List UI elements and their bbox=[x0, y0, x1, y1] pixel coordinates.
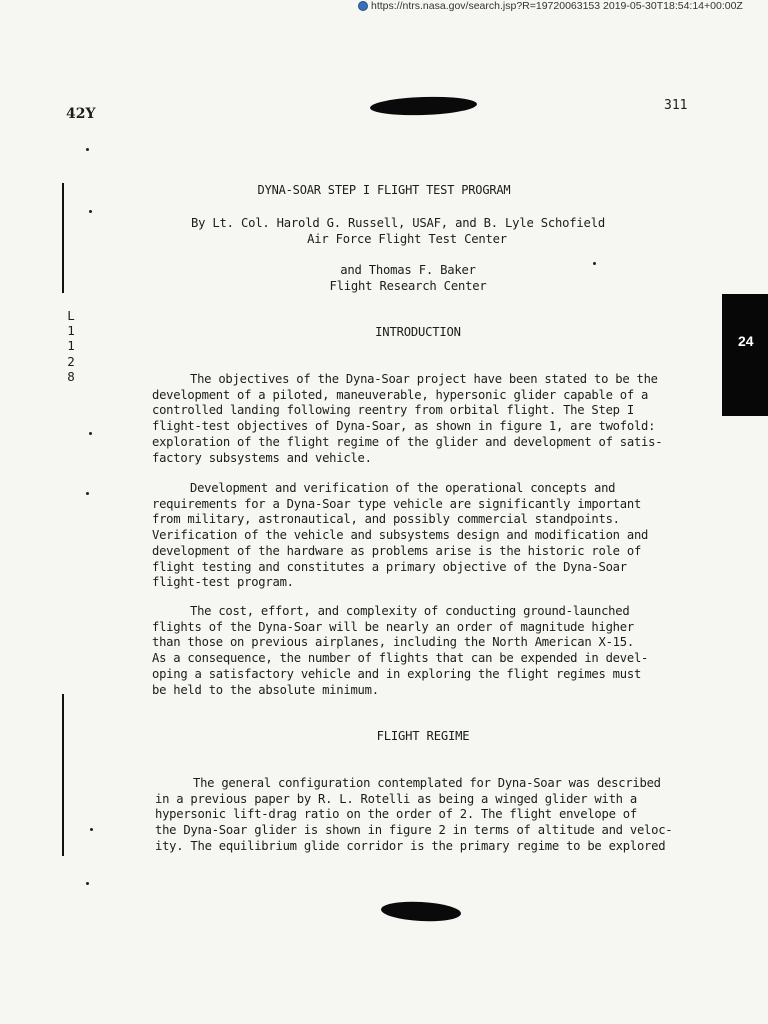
heading-flight-regime: FLIGHT REGIME bbox=[376, 729, 470, 743]
heading-introduction: INTRODUCTION bbox=[375, 325, 461, 339]
paragraph-3: The cost, effort, and complexity of conducting ground-launched flights of the Dyna-Soar will be nearly an order of magnitude higher than those on previous airplanes, including the North American X-15. As a consequence, the number of flights that can be expended in devel- oping a satisfactory vehicle and in exploring the flight regimes must be held to the absolute minimum. bbox=[152, 604, 649, 697]
speck bbox=[89, 432, 92, 435]
author-baker: and Thomas F. Baker bbox=[340, 263, 476, 277]
page-tab bbox=[722, 294, 768, 416]
globe-icon bbox=[358, 1, 368, 11]
redaction-mark-bottom bbox=[381, 900, 462, 923]
page-tab-label: 24 bbox=[738, 333, 754, 349]
affiliation-2: Flight Research Center bbox=[329, 279, 487, 293]
byline: By Lt. Col. Harold G. Russell, USAF, and B. Lyle Schofield bbox=[191, 216, 605, 230]
margin-bar-lower bbox=[62, 694, 64, 856]
url-stamp-text: https://ntrs.nasa.gov/search.jsp?R=19720063153 2019-05-30T18:54:14+00:00Z bbox=[371, 0, 743, 12]
paragraph-1: The objectives of the Dyna-Soar project have been stated to be the development of a piloted, maneuverable, hypersonic glider capable of a controlled landing following reentry from orbital flight. The Step I flight-test objectives of Dyna-Soar, as shown in figure 1, are twofold: exploration of the flight regime of the glider and development of satis- factory subsystems and vehicle. bbox=[152, 372, 663, 465]
affiliation-1: Air Force Flight Test Center bbox=[307, 232, 507, 246]
speck bbox=[86, 882, 89, 885]
url-stamp[interactable] bbox=[358, 0, 743, 12]
redaction-mark-top bbox=[370, 95, 478, 117]
paragraph-4: The general configuration contemplated for Dyna-Soar was described in a previous paper by R. L. Rotelli as being a winged glider with a hypersonic lift-drag ratio on the order of 2. The flight envelope of the Dyna-Soar glider is shown in figure 2 in terms of altitude and veloc- ity. The equilibrium glide corridor is the primary regime to be explored bbox=[155, 776, 673, 853]
speck bbox=[86, 148, 89, 151]
page-number: 311 bbox=[664, 98, 688, 113]
document-title: DYNA-SOAR STEP I FLIGHT TEST PROGRAM bbox=[257, 183, 511, 197]
document-code: 42Y bbox=[66, 106, 96, 122]
speck bbox=[90, 828, 93, 831]
speck bbox=[86, 492, 89, 495]
side-identifier: L 1 1 2 8 bbox=[67, 308, 75, 384]
speck bbox=[89, 210, 92, 213]
paragraph-2: Development and verification of the operational concepts and requirements for a Dyna-Soar type vehicle are significantly important from military, astronautical, and possibly commercial standpoints. Verification of the vehicle and subsystems design and modification and development of the hardware as problems arise is the historic role of flight testing and constitutes a primary objective of the Dyna-Soar flight-test program. bbox=[152, 481, 649, 590]
